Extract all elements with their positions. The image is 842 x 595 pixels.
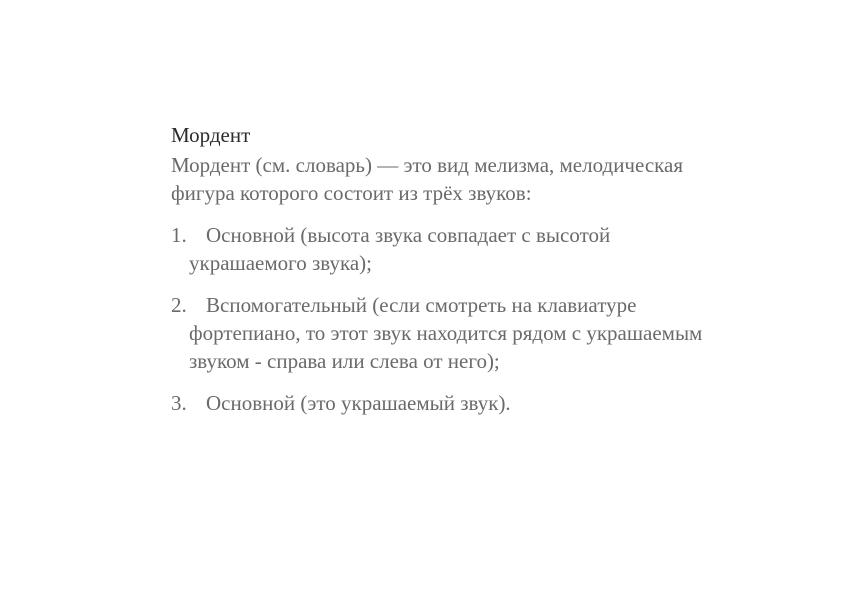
document-heading: Мордент xyxy=(171,123,251,147)
list-item-text: Вспомогательный (если смотреть на клавиатуре фортепиано, то этот звук находится рядом с украшаемым звуком - справа или слева от него); xyxy=(189,293,703,373)
list-item-text: Основной (это украшаемый звук). xyxy=(206,391,511,415)
document-page xyxy=(171,121,711,431)
list-item-number: 3. xyxy=(171,391,187,415)
intro-paragraph: Мордент (см. словарь) — это вид мелизма, мелодическая фигура которого состоит из трёх звуков: xyxy=(171,153,684,205)
list-item-content xyxy=(171,291,711,375)
list-item-content xyxy=(171,389,511,417)
list-item xyxy=(171,291,711,375)
list-item-content xyxy=(171,221,711,277)
list-item xyxy=(171,221,711,277)
list-item-text: Основной (высота звука совпадает с высотой украшаемого звука); xyxy=(189,223,611,275)
list-item-number: 2. xyxy=(171,293,187,317)
list-item xyxy=(171,389,711,417)
list-item-number: 1. xyxy=(171,223,187,247)
sound-list xyxy=(171,221,711,417)
